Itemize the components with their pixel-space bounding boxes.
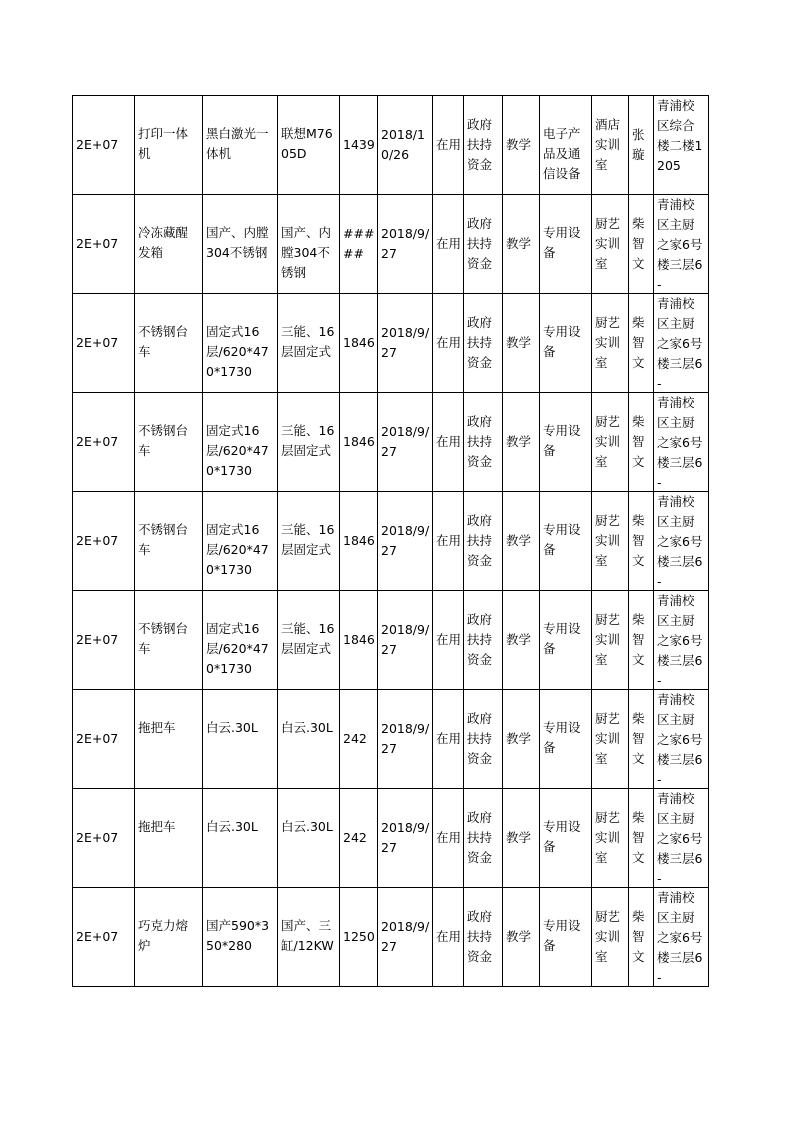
asset-code-cell-text: 2E+07 — [76, 533, 119, 548]
asset-model-cell-text: 联想M7605D — [281, 126, 333, 161]
table-row — [73, 888, 709, 987]
custodian-cell-text: 柴智文 — [632, 612, 645, 667]
asset-name-cell-text: 冷冻藏醒发箱 — [138, 225, 189, 260]
asset-code-cell — [73, 789, 135, 888]
location-cell — [654, 690, 709, 789]
asset-category-cell-text: 专用设备 — [543, 522, 581, 557]
asset-price-cell-text: 242 — [343, 830, 367, 845]
asset-model-cell — [278, 789, 340, 888]
asset-spec-cell — [203, 789, 278, 888]
asset-spec-cell-text: 固定式16层/620*470*1730 — [206, 324, 269, 379]
location-cell-text: 青浦校区主厨之家6号楼三层6- — [657, 692, 703, 787]
funding-source-cell — [464, 294, 503, 393]
training-room-cell — [592, 492, 629, 591]
asset-model-cell — [278, 195, 340, 294]
training-room-cell — [592, 591, 629, 690]
asset-name-cell — [135, 195, 203, 294]
asset-status-cell — [433, 195, 464, 294]
custodian-cell — [629, 492, 654, 591]
asset-model-cell-text: 白云.30L — [281, 720, 333, 735]
asset-status-cell — [433, 888, 464, 987]
asset-code-cell-text: 2E+07 — [76, 236, 119, 251]
table-row — [73, 591, 709, 690]
asset-code-cell-text: 2E+07 — [76, 335, 119, 350]
training-room-cell-text: 厨艺实训室 — [595, 216, 621, 271]
asset-model-cell-text: 三能、16层固定式 — [281, 324, 335, 359]
funding-source-cell-text: 政府扶持资金 — [467, 513, 493, 568]
asset-name-cell — [135, 96, 203, 195]
acquisition-date-cell-text: 2018/9/27 — [381, 325, 430, 360]
asset-name-cell-text: 巧克力熔炉 — [138, 918, 189, 953]
location-cell — [654, 96, 709, 195]
asset-use-cell — [503, 789, 540, 888]
acquisition-date-cell — [378, 294, 433, 393]
custodian-cell-text: 柴智文 — [632, 513, 645, 568]
custodian-cell-text: 张璇 — [632, 127, 645, 162]
asset-category-cell — [540, 789, 592, 888]
funding-source-cell-text: 政府扶持资金 — [467, 711, 493, 766]
asset-model-cell — [278, 294, 340, 393]
custodian-cell — [629, 294, 654, 393]
asset-use-cell — [503, 195, 540, 294]
asset-price-cell — [340, 96, 378, 195]
asset-status-cell — [433, 690, 464, 789]
training-room-cell — [592, 393, 629, 492]
custodian-cell-text: 柴智文 — [632, 909, 645, 964]
location-cell-text: 青浦校区综合楼二楼1205 — [657, 98, 703, 173]
asset-use-cell-text: 教学 — [506, 731, 532, 746]
acquisition-date-cell — [378, 591, 433, 690]
asset-use-cell-text: 教学 — [506, 533, 532, 548]
asset-price-cell — [340, 492, 378, 591]
asset-price-cell-text: 1846 — [343, 533, 375, 548]
custodian-cell — [629, 690, 654, 789]
asset-status-cell-text: 在用 — [436, 731, 461, 746]
acquisition-date-cell-text: 2018/10/26 — [381, 127, 425, 162]
training-room-cell — [592, 294, 629, 393]
asset-price-cell-text: 1846 — [343, 632, 375, 647]
asset-spec-cell-text: 白云.30L — [206, 720, 258, 735]
funding-source-cell-text: 政府扶持资金 — [467, 216, 493, 271]
asset-price-cell — [340, 888, 378, 987]
custodian-cell-text: 柴智文 — [632, 414, 645, 469]
asset-code-cell — [73, 393, 135, 492]
training-room-cell-text: 厨艺实训室 — [595, 315, 621, 370]
asset-spec-cell-text: 固定式16层/620*470*1730 — [206, 423, 269, 478]
asset-spec-cell-text: 国产590*350*280 — [206, 918, 270, 953]
funding-source-cell-text: 政府扶持资金 — [467, 810, 493, 865]
location-cell — [654, 591, 709, 690]
asset-category-cell — [540, 96, 592, 195]
asset-model-cell-text: 国产、三缸/12KW — [281, 918, 334, 953]
asset-status-cell-text: 在用 — [436, 236, 461, 251]
asset-code-cell — [73, 492, 135, 591]
asset-spec-cell-text: 黑白激光一体机 — [206, 126, 269, 161]
funding-source-cell — [464, 888, 503, 987]
asset-price-cell — [340, 591, 378, 690]
asset-status-cell-text: 在用 — [436, 533, 461, 548]
asset-status-cell-text: 在用 — [436, 830, 461, 845]
asset-model-cell-text: 三能、16层固定式 — [281, 621, 335, 656]
asset-name-cell — [135, 690, 203, 789]
asset-name-cell-text: 不锈钢台车 — [138, 522, 189, 557]
asset-spec-cell-text: 固定式16层/620*470*1730 — [206, 621, 269, 676]
custodian-cell-text: 柴智文 — [632, 711, 645, 766]
funding-source-cell-text: 政府扶持资金 — [467, 612, 493, 667]
acquisition-date-cell-text: 2018/9/27 — [381, 721, 430, 756]
asset-use-cell-text: 教学 — [506, 929, 532, 944]
custodian-cell — [629, 195, 654, 294]
acquisition-date-cell — [378, 96, 433, 195]
asset-use-cell — [503, 393, 540, 492]
asset-name-cell — [135, 591, 203, 690]
asset-price-cell — [340, 690, 378, 789]
asset-model-cell — [278, 492, 340, 591]
funding-source-cell — [464, 690, 503, 789]
asset-code-cell — [73, 591, 135, 690]
custodian-cell — [629, 789, 654, 888]
asset-status-cell — [433, 591, 464, 690]
asset-category-cell-text: 专用设备 — [543, 324, 581, 359]
asset-spec-cell-text: 白云.30L — [206, 819, 258, 834]
training-room-cell-text: 厨艺实训室 — [595, 810, 621, 865]
custodian-cell — [629, 96, 654, 195]
training-room-cell-text: 厨艺实训室 — [595, 513, 621, 568]
table-row — [73, 195, 709, 294]
asset-code-cell-text: 2E+07 — [76, 830, 119, 845]
asset-use-cell — [503, 888, 540, 987]
asset-price-cell — [340, 393, 378, 492]
asset-model-cell — [278, 393, 340, 492]
asset-use-cell — [503, 690, 540, 789]
location-cell-text: 青浦校区主厨之家6号楼三层6- — [657, 296, 703, 391]
asset-model-cell — [278, 591, 340, 690]
training-room-cell — [592, 888, 629, 987]
asset-use-cell — [503, 294, 540, 393]
asset-name-cell-text: 拖把车 — [138, 819, 176, 834]
asset-status-cell-text: 在用 — [436, 632, 461, 647]
table-row — [73, 96, 709, 195]
asset-price-cell-text: 1846 — [343, 434, 375, 449]
funding-source-cell — [464, 393, 503, 492]
asset-model-cell-text: 国产、内膛304不锈钢 — [281, 225, 332, 280]
table-row — [73, 393, 709, 492]
acquisition-date-cell — [378, 789, 433, 888]
asset-category-cell-text: 专用设备 — [543, 423, 581, 458]
asset-spec-cell-text: 国产、内膛304不锈钢 — [206, 225, 269, 260]
asset-name-cell-text: 不锈钢台车 — [138, 621, 189, 656]
custodian-cell-text: 柴智文 — [632, 810, 645, 865]
funding-source-cell — [464, 195, 503, 294]
funding-source-cell-text: 政府扶持资金 — [467, 315, 493, 370]
asset-price-cell-text: 1439 — [343, 137, 375, 152]
asset-spec-cell-text: 固定式16层/620*470*1730 — [206, 522, 269, 577]
asset-status-cell — [433, 294, 464, 393]
asset-model-cell — [278, 888, 340, 987]
asset-table-body — [73, 96, 709, 987]
funding-source-cell — [464, 492, 503, 591]
asset-code-cell — [73, 195, 135, 294]
training-room-cell-text: 厨艺实训室 — [595, 612, 621, 667]
asset-status-cell-text: 在用 — [436, 434, 461, 449]
asset-use-cell — [503, 96, 540, 195]
asset-use-cell-text: 教学 — [506, 830, 532, 845]
asset-category-cell-text: 电子产品及通信设备 — [543, 126, 581, 181]
asset-code-cell — [73, 888, 135, 987]
asset-name-cell-text: 不锈钢台车 — [138, 423, 189, 458]
acquisition-date-cell-text: 2018/9/27 — [381, 919, 430, 954]
asset-status-cell-text: 在用 — [436, 137, 461, 152]
custodian-cell — [629, 393, 654, 492]
asset-model-cell-text: 白云.30L — [281, 819, 333, 834]
asset-category-cell-text: 专用设备 — [543, 918, 581, 953]
asset-name-cell-text: 拖把车 — [138, 720, 176, 735]
training-room-cell — [592, 195, 629, 294]
location-cell — [654, 195, 709, 294]
asset-code-cell-text: 2E+07 — [76, 731, 119, 746]
acquisition-date-cell-text: 2018/9/27 — [381, 820, 430, 855]
acquisition-date-cell — [378, 888, 433, 987]
training-room-cell-text: 厨艺实训室 — [595, 414, 621, 469]
asset-code-cell-text: 2E+07 — [76, 632, 119, 647]
acquisition-date-cell — [378, 690, 433, 789]
location-cell — [654, 492, 709, 591]
asset-model-cell — [278, 96, 340, 195]
asset-spec-cell — [203, 294, 278, 393]
location-cell-text: 青浦校区主厨之家6号楼三层6- — [657, 197, 703, 292]
asset-price-cell-text: 1846 — [343, 335, 375, 350]
location-cell — [654, 888, 709, 987]
asset-model-cell — [278, 690, 340, 789]
location-cell — [654, 294, 709, 393]
asset-category-cell — [540, 690, 592, 789]
asset-use-cell — [503, 591, 540, 690]
asset-use-cell-text: 教学 — [506, 137, 532, 152]
funding-source-cell — [464, 789, 503, 888]
asset-category-cell — [540, 294, 592, 393]
location-cell-text: 青浦校区主厨之家6号楼三层6- — [657, 890, 703, 985]
acquisition-date-cell — [378, 492, 433, 591]
asset-model-cell-text: 三能、16层固定式 — [281, 423, 335, 458]
custodian-cell-text: 柴智文 — [632, 315, 645, 370]
asset-table — [72, 95, 709, 987]
acquisition-date-cell-text: 2018/9/27 — [381, 523, 430, 558]
asset-use-cell-text: 教学 — [506, 236, 532, 251]
training-room-cell — [592, 690, 629, 789]
asset-use-cell — [503, 492, 540, 591]
asset-spec-cell — [203, 492, 278, 591]
asset-status-cell — [433, 789, 464, 888]
asset-category-cell — [540, 591, 592, 690]
table-row — [73, 294, 709, 393]
asset-name-cell — [135, 294, 203, 393]
location-cell-text: 青浦校区主厨之家6号楼三层6- — [657, 791, 703, 886]
location-cell — [654, 789, 709, 888]
asset-name-cell-text: 打印一体机 — [138, 126, 189, 161]
asset-spec-cell — [203, 690, 278, 789]
asset-category-cell-text: 专用设备 — [543, 621, 581, 656]
asset-category-cell — [540, 393, 592, 492]
asset-status-cell-text: 在用 — [436, 929, 461, 944]
asset-code-cell — [73, 690, 135, 789]
funding-source-cell-text: 政府扶持资金 — [467, 414, 493, 469]
asset-price-cell-text: ##### — [343, 226, 375, 261]
custodian-cell — [629, 591, 654, 690]
asset-code-cell — [73, 96, 135, 195]
asset-status-cell — [433, 492, 464, 591]
acquisition-date-cell-text: 2018/9/27 — [381, 424, 430, 459]
asset-spec-cell — [203, 591, 278, 690]
acquisition-date-cell-text: 2018/9/27 — [381, 622, 430, 657]
table-row — [73, 789, 709, 888]
asset-category-cell-text: 专用设备 — [543, 819, 581, 854]
location-cell — [654, 393, 709, 492]
table-row — [73, 492, 709, 591]
asset-category-cell-text: 专用设备 — [543, 225, 581, 260]
asset-spec-cell — [203, 393, 278, 492]
asset-code-cell — [73, 294, 135, 393]
asset-code-cell-text: 2E+07 — [76, 434, 119, 449]
location-cell-text: 青浦校区主厨之家6号楼三层6- — [657, 593, 703, 688]
custodian-cell — [629, 888, 654, 987]
asset-name-cell — [135, 789, 203, 888]
asset-category-cell — [540, 195, 592, 294]
asset-status-cell — [433, 393, 464, 492]
asset-category-cell — [540, 888, 592, 987]
training-room-cell-text: 厨艺实训室 — [595, 909, 621, 964]
asset-spec-cell — [203, 96, 278, 195]
asset-name-cell — [135, 393, 203, 492]
location-cell-text: 青浦校区主厨之家6号楼三层6- — [657, 395, 703, 490]
funding-source-cell-text: 政府扶持资金 — [467, 909, 493, 964]
asset-spec-cell — [203, 195, 278, 294]
acquisition-date-cell — [378, 195, 433, 294]
asset-use-cell-text: 教学 — [506, 434, 532, 449]
funding-source-cell-text: 政府扶持资金 — [467, 117, 493, 172]
asset-price-cell — [340, 195, 378, 294]
asset-use-cell-text: 教学 — [506, 335, 532, 350]
asset-name-cell-text: 不锈钢台车 — [138, 324, 189, 359]
acquisition-date-cell — [378, 393, 433, 492]
location-cell-text: 青浦校区主厨之家6号楼三层6- — [657, 494, 703, 589]
asset-use-cell-text: 教学 — [506, 632, 532, 647]
training-room-cell-text: 厨艺实训室 — [595, 711, 621, 766]
asset-price-cell — [340, 294, 378, 393]
asset-price-cell — [340, 789, 378, 888]
asset-price-cell-text: 1250 — [343, 929, 375, 944]
asset-price-cell-text: 242 — [343, 731, 367, 746]
asset-category-cell — [540, 492, 592, 591]
asset-model-cell-text: 三能、16层固定式 — [281, 522, 335, 557]
acquisition-date-cell-text: 2018/9/27 — [381, 226, 430, 261]
training-room-cell-text: 酒店实训室 — [595, 117, 621, 172]
custodian-cell-text: 柴智文 — [632, 216, 645, 271]
table-row — [73, 690, 709, 789]
asset-category-cell-text: 专用设备 — [543, 720, 581, 755]
asset-name-cell — [135, 492, 203, 591]
funding-source-cell — [464, 96, 503, 195]
training-room-cell — [592, 96, 629, 195]
training-room-cell — [592, 789, 629, 888]
funding-source-cell — [464, 591, 503, 690]
asset-spec-cell — [203, 888, 278, 987]
asset-status-cell — [433, 96, 464, 195]
asset-name-cell — [135, 888, 203, 987]
asset-status-cell-text: 在用 — [436, 335, 461, 350]
asset-code-cell-text: 2E+07 — [76, 929, 119, 944]
asset-code-cell-text: 2E+07 — [76, 137, 119, 152]
